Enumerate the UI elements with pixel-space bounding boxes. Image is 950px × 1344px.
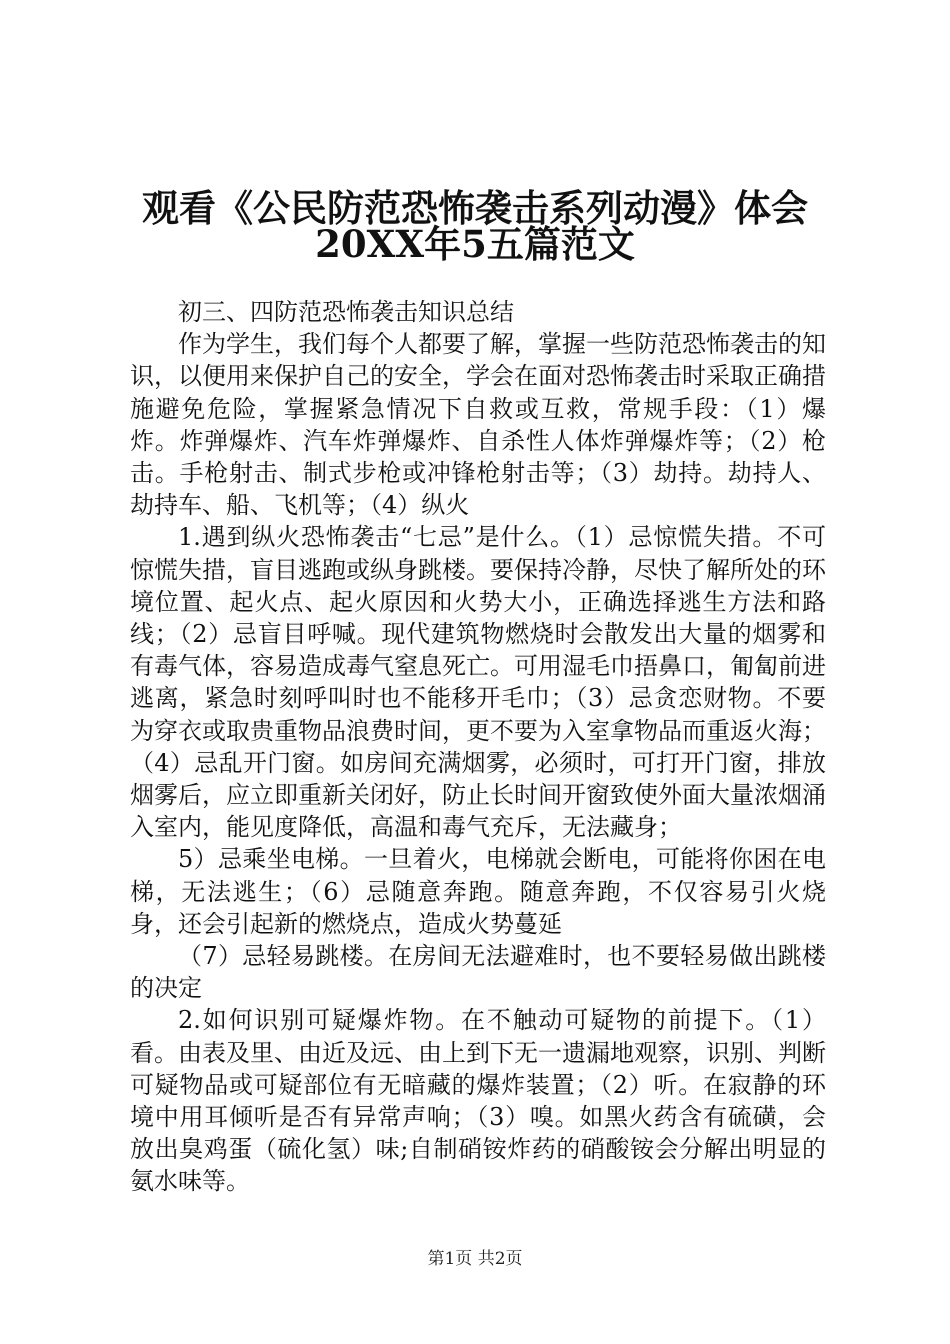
document-body xyxy=(130,296,826,1198)
paragraph-explosives: 2.如何识别可疑爆炸物。在不触动可疑物的前提下。（1）看。由表及里、由近及远、由上到下无一遗漏地观察，识别、判断可疑物品或可疑部位有无暗藏的爆炸装置；（2）听。在寂静的环境中用耳倾听是否有异常声响；（3）嗅。如黑火药含有硫磺，会放出臭鸡蛋（硫化氢）味;自制硝铵炸药的硝酸铵会分解出明显的氨水味等。 xyxy=(130,1006,826,1196)
paragraph-arson-taboos: 1.遇到纵火恐怖袭击“七忌”是什么。（1）忌惊慌失措。不可惊慌失措，盲目逃跑或纵身跳楼。要保持冷静，尽快了解所处的环境位置、起火点、起火原因和火势大小，正确选择逃生方法和路线；（2）忌盲目呼喊。现代建筑物燃烧时会散发出大量的烟雾和有毒气体，容易造成毒气窒息死亡。可用湿毛巾捂鼻口，匍匐前进逃离，紧急时刻呼叫时也不能移开毛巾；（3）忌贪恋财物。不要为穿衣或取贵重物品浪费时间，更不要为入室拿物品而重返火海；（4）忌乱开门窗。如房间充满烟雾，必须时，可打开门窗，排放烟雾后，应立即重新关闭好，防止长时间开窗致使外面大量浓烟涌入室内，能见度降低，高温和毒气充斥，无法藏身； xyxy=(130,523,826,842)
document-title-line-2: 20XX年5五篇范文 xyxy=(315,222,635,266)
paragraph-intro: 作为学生，我们每个人都要了解，掌握一些防范恐怖袭击的知识，以便用来保护自己的安全，学会在面对恐怖袭击时采取正确措施避免危险，掌握紧急情况下自救或互救，常规手段：（1）爆炸。炸弹爆炸、汽车炸弹爆炸、自杀性人体炸弹爆炸等；（2）枪击。手枪射击、制式步枪或冲锋枪射击等；（3）劫持。劫持人、劫持车、船、飞机等；（4）纵火 xyxy=(130,330,826,520)
paragraph-elevator-running: 5）忌乘坐电梯。一旦着火，电梯就会断电，可能将你困在电梯，无法逃生；（6）忌随意奔跑。随意奔跑，不仅容易引火烧身，还会引起新的燃烧点，造成火势蔓延 xyxy=(130,845,826,938)
page-footer: 第1页 共2页 xyxy=(427,1249,523,1269)
document-title-line-1: 观看《公民防范恐怖袭击系列动漫》体会 xyxy=(142,186,808,230)
paragraph-jumping: （7）忌轻易跳楼。在房间无法避难时，也不要轻易做出跳楼的决定 xyxy=(130,942,826,1003)
paragraph-heading: 初三、四防范恐怖袭击知识总结 xyxy=(178,298,514,326)
